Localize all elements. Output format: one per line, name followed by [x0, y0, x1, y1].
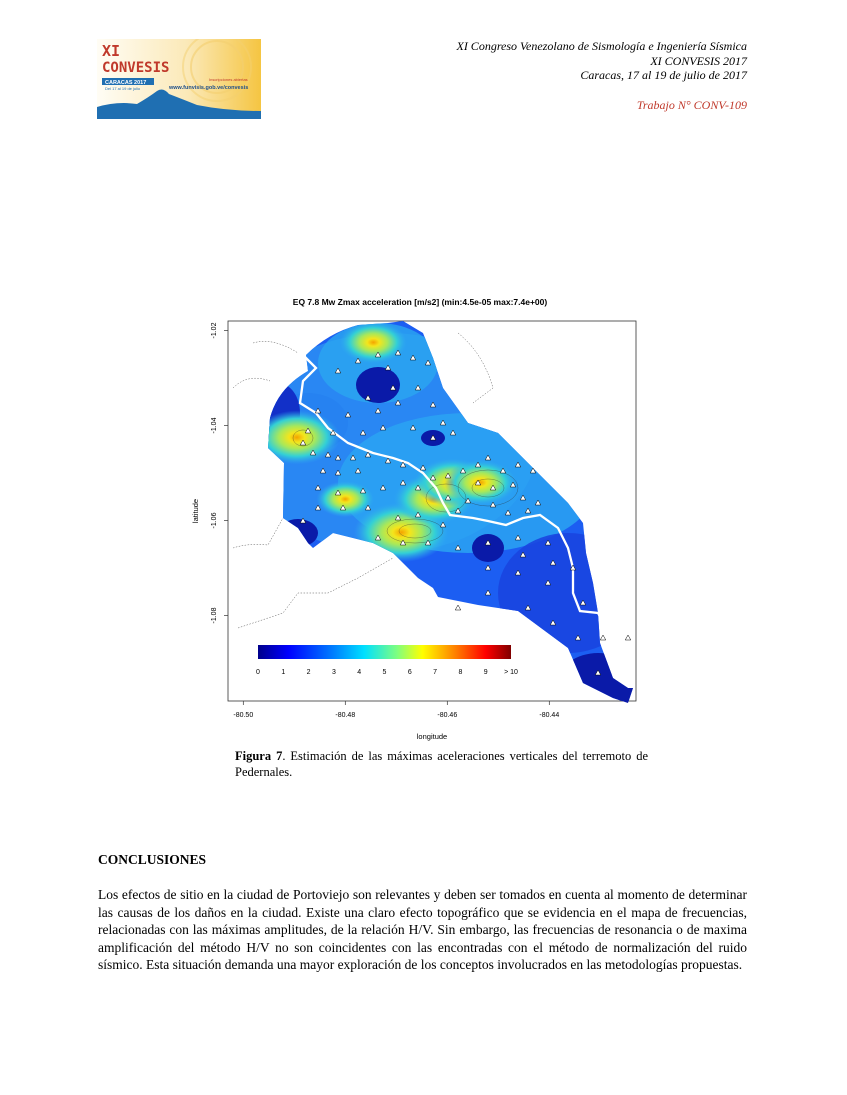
colorbar-tick-label: 0 — [256, 669, 260, 676]
paper-number: Trabajo N° CONV-109 — [636, 97, 747, 112]
logo-city: CARACAS 2017 — [105, 80, 147, 86]
colorbar-tick-label: 5 — [382, 669, 387, 676]
colorbar-tick-label: 8 — [458, 669, 463, 676]
figure-label: Figura 7 — [235, 749, 283, 763]
header-line-2: XI CONVESIS 2017 — [650, 53, 747, 68]
convesis-logo — [97, 39, 261, 119]
colorbar-tick-label: 7 — [433, 669, 438, 676]
conference-header — [456, 39, 747, 112]
logo-url: www.funvisis.gob.ve/convesis — [169, 85, 249, 91]
colorbar — [258, 645, 511, 659]
figure-caption — [235, 748, 648, 780]
x-tick-label: -80.46 — [437, 712, 458, 719]
colorbar-tick-label: 4 — [357, 669, 362, 676]
x-axis-label: longitude — [416, 732, 448, 741]
y-tick-label: -1.02 — [211, 322, 218, 339]
x-tick-label: -80.44 — [539, 712, 560, 719]
logo-dates: Del 17 al 19 de julio — [105, 86, 141, 91]
x-tick-label: -80.48 — [335, 712, 356, 719]
acceleration-map-figure — [188, 293, 648, 743]
header-line-3: Caracas, 17 al 19 de julio de 2017 — [580, 68, 747, 82]
y-tick-label: -1.08 — [211, 607, 218, 624]
colorbar-tick-label: 6 — [407, 669, 412, 676]
header-line-1: XI Congreso Venezolano de Sismología e Ingeniería Sísmica — [456, 39, 747, 53]
section-title: CONCLUSIONES — [98, 852, 207, 867]
colorbar-tick-label: 1 — [281, 669, 286, 676]
conclusion-paragraph: Los efectos de sitio en la ciudad de Portoviejo son relevantes y deben ser tomados en cuenta al momento de determinar las causas de los daños en la ciudad. Existe una claro efecto topográfico que se evidencia en el mapa de frecuencias, relacionadas con las máximas amplitudes, de la relación H/V. Sin embargo, las frecuencias de resonancia o de maxima amplificación del método H/V no son coincidentes con las encontradas con el método de normalización del ruido sísmico. Esta situación demanda una mayor exploración de los conceptos involucrados en las metodologías propuestas. — [98, 887, 747, 972]
colorbar-tick-label: > 10 — [504, 669, 518, 676]
colorbar-tick-label: 3 — [331, 669, 336, 676]
hotspot-5 — [340, 321, 407, 363]
y-tick-label: -1.04 — [211, 417, 218, 434]
x-tick-label: -80.50 — [233, 712, 254, 719]
logo-name: CONVESIS — [102, 60, 170, 76]
y-tick-label: -1.06 — [211, 512, 218, 529]
hotspot-6 — [317, 481, 375, 517]
logo-roman: XI — [102, 42, 121, 60]
y-axis-label: latitude — [191, 498, 200, 524]
colorbar-tick-label: 2 — [306, 669, 311, 676]
logo-sub: Inscripciones abiertas — [209, 77, 248, 82]
colorbar-tick-label: 9 — [483, 669, 488, 676]
figure-caption-text: . Estimación de las máximas aceleraciones verticales del terremoto de Pedernales. — [235, 749, 648, 779]
chart-title: EQ 7.8 Mw Zmax acceleration [m/s2] (min:4.5e-05 max:7.4e+00) — [292, 297, 548, 307]
